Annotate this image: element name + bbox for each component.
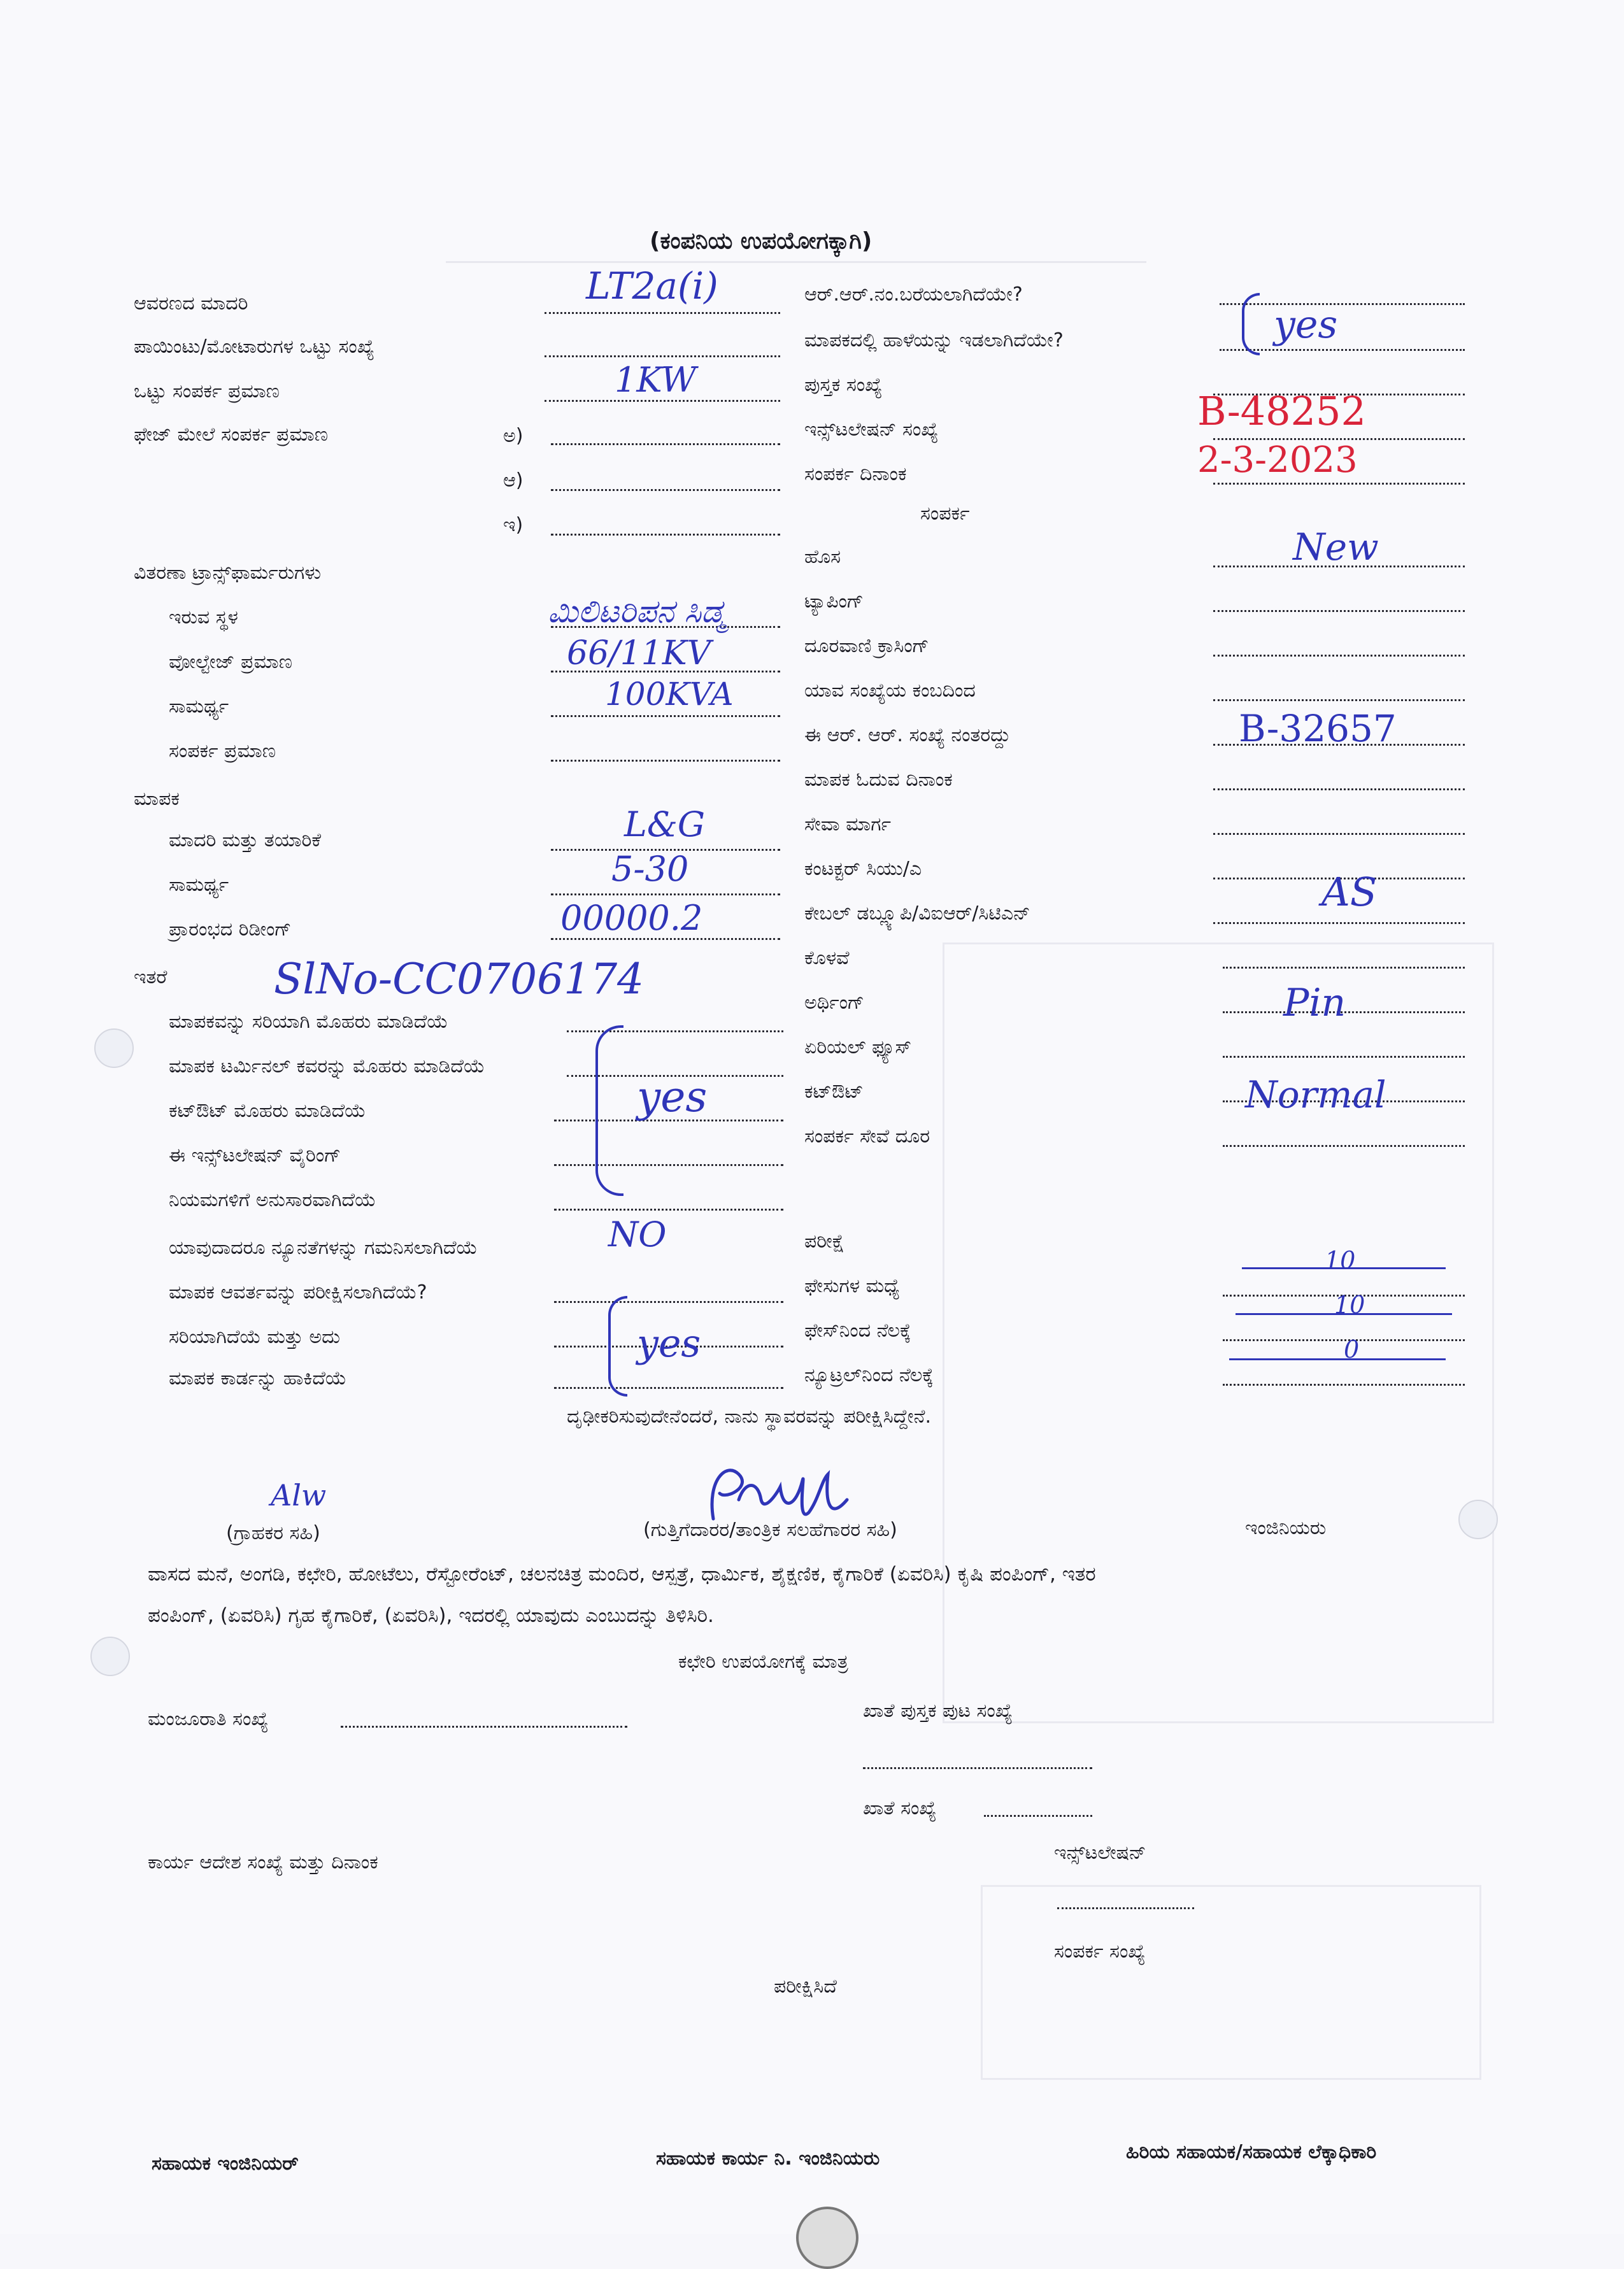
hw-meter-capacity: 5-30 xyxy=(611,849,689,889)
right-label: ಈ ಆರ್. ಆರ್. ಸಂಖ್ಯೆ ನಂತರದ್ದು xyxy=(804,724,1011,746)
left-label: ಸಾಮರ್ಥ್ಯ xyxy=(169,695,229,718)
hw-test-neutral-earth: 0 xyxy=(1344,1335,1360,1363)
hw-conductor: AS xyxy=(1321,869,1378,915)
phase-mark-aa: ಆ) xyxy=(503,469,524,492)
declaration: ದೃಢೀಕರಿಸುವುದೇನೆಂದರೆ, ನಾನು ಸ್ಥಾವರವನ್ನು ಪರೀಕ್ಷಿಸಿದ್ದೇನೆ. xyxy=(567,1405,931,1428)
sanction-no-line xyxy=(341,1726,627,1728)
left-label: ಮಾಪಕ ಕಾರ್ಡನ್ನು ಹಾಕಿದೆಯೆ xyxy=(169,1367,347,1390)
right-label: ಆರ್.ಆರ್.ನಂ.ಬರೆಯಲಾಗಿದೆಯೇ? xyxy=(804,283,1023,306)
hw-bracket xyxy=(595,1025,623,1196)
footer-asst-exec-engineer: ಸಹಾಯಕ ಕಾರ್ಯ ನಿ. ಇಂಜಿನಿಯರು xyxy=(656,2147,880,2170)
fill-line xyxy=(554,1387,783,1389)
contractor-signature-label: (ಗುತ್ತಿಗೆದಾರರ/ತಾಂತ್ರಿಕ ಸಲಹೆಗಾರರ ಸಹಿ) xyxy=(643,1519,897,1541)
right-label: ಕೊಳವೆ xyxy=(804,947,850,969)
account-no-label: ಖಾತೆ ಸಂಖ್ಯೆ xyxy=(863,1797,937,1819)
installation-line xyxy=(1057,1907,1194,1909)
fill-line xyxy=(551,489,780,491)
bleed-through-box xyxy=(943,942,1494,1723)
account-no-line xyxy=(984,1815,1092,1817)
fill-line xyxy=(551,893,780,895)
hw-make: L&G xyxy=(624,804,706,844)
hw-location: ಮಿಲಿಟರಿಪನ ಸಿಡ್ಮ xyxy=(548,593,726,630)
footer-accounts-officer: ಹಿರಿಯ ಸಹಾಯಕ/ಸಹಾಯಕ ಲೆಕ್ಕಾಧಿಕಾರಿ xyxy=(1126,2141,1377,2163)
punch-hole xyxy=(94,1028,134,1068)
installation-label: ಇನ್ಸ್‌ಟಲೇಷನ್ xyxy=(1054,1842,1146,1864)
hw-initial-reading: 00000.2 xyxy=(560,898,703,938)
right-label: ಹೊಸ xyxy=(804,546,841,568)
punch-hole xyxy=(90,1637,130,1676)
right-label: ಟ್ಯಾಪಿಂಗ್ xyxy=(804,590,864,613)
fill-line xyxy=(1223,967,1465,969)
fill-line xyxy=(551,938,780,940)
hw-earthing: Pin xyxy=(1283,981,1346,1025)
left-label: ಇರುವ ಸ್ಥಳ xyxy=(169,606,238,629)
work-order-label: ಕಾರ್ಯ ಆದೇಶ ಸಂಖ್ಯೆ ಮತ್ತು ದಿನಾಂಕ xyxy=(148,1851,378,1874)
fill-line xyxy=(551,534,780,536)
fill-line xyxy=(551,715,780,717)
hw-yes-card: yes xyxy=(637,1321,701,1366)
right-label: ಮಾಪಕದಲ್ಲಿ ಹಾಳೆಯನ್ನು ಇಡಲಾಗಿದೆಯೇ? xyxy=(804,329,1064,352)
category-note-line1: ವಾಸದ ಮನೆ, ಅಂಗಡಿ, ಕಛೇರಿ, ಹೋಟೆಲು, ರೆಸ್ಟೋರೆಂಟ್, ಚಲನಚಿತ್ರ ಮಂದಿರ, ಆಸ್ಪತ್ರೆ, ಧಾರ್ಮಿಕ, ಶೈಕ್ಷಣಿಕ, ಕೈಗಾರಿಕೆ (ಏವರಿಸಿ) ಕೃಷಿ ಪಂಪಿಂಗ್, ಇತರ xyxy=(148,1563,1096,1586)
category-note-line2: ಪಂಪಿಂಗ್, (ಏವರಿಸಿ) ಗೃಹ ಕೈಗಾರಿಕೆ, (ಏವರಿಸಿ), ಇದರಲ್ಲಿ ಯಾವುದು ಎಂಬುದನ್ನು ತಿಳಿಸಿರಿ. xyxy=(148,1604,714,1627)
bleed-through-box-2 xyxy=(981,1885,1481,2080)
hw-others: SlNo-CC0706174 xyxy=(274,955,645,1004)
left-label: ಮಾದರಿ ಮತ್ತು ತಯಾರಿಕೆ xyxy=(169,829,322,851)
fill-line xyxy=(554,1164,783,1166)
fill-line xyxy=(545,400,780,402)
right-label: ಕಟ್‌ಔಟ್ xyxy=(804,1081,864,1103)
fill-line xyxy=(1223,1056,1465,1058)
right-label: ಮಾಪಕ ಓದುವ ದಿನಾಂಕ xyxy=(804,769,953,791)
consumer-initial: Alw xyxy=(271,1478,327,1512)
office-use-heading: ಕಛೇರಿ ಉಪಯೋಗಕ್ಕೆ ಮಾತ್ರ xyxy=(678,1651,848,1673)
left-label: ಮಾಪಕ ಆವರ್ತವನ್ನು ಪರೀಕ್ಷಿಸಲಾಗಿದೆಯೆ? xyxy=(169,1281,427,1304)
right-label: ಸಂಪರ್ಕ xyxy=(920,502,970,525)
fill-line xyxy=(545,355,780,357)
right-label: ಪರೀಕ್ಷೆ xyxy=(804,1230,845,1253)
left-label: ಪ್ರಾರಂಭದ ರಿಡೀಂಗ್ xyxy=(169,918,292,941)
left-label: ವೋಲ್ಟೇಜ್ ಪ್ರಮಾಣ xyxy=(169,651,292,673)
phase-mark-a: ಅ) xyxy=(503,425,524,447)
fill-line xyxy=(1223,1145,1465,1147)
right-label: ಸೇವಾ ಮಾರ್ಗ xyxy=(804,813,892,836)
connection-no-label: ಸಂಪರ್ಕ ಸಂಖ್ಯೆ xyxy=(1054,1940,1146,1963)
left-label: ಮಾಪಕವನ್ನು ಸರಿಯಾಗಿ ಮೊಹರು ಮಾಡಿದೆಯೆ xyxy=(169,1011,448,1033)
hw-total-load: 1KW xyxy=(615,360,697,400)
right-label: ಪುಸ್ತಕ ಸಂಖ್ಯೆ xyxy=(804,374,883,396)
hw-defects: NO xyxy=(608,1214,667,1255)
fill-line xyxy=(554,1209,783,1211)
hw-test-phase-earth: 10 xyxy=(1334,1291,1365,1319)
hw-dash xyxy=(1229,1358,1446,1360)
footer-asst-engineer: ಸಹಾಯಕ ಇಂಜಿನಿಯರ್ xyxy=(152,2152,299,2175)
left-label: ಮಾಪಕ xyxy=(134,788,180,810)
hw-test-phases: 10 xyxy=(1325,1246,1356,1274)
fill-line xyxy=(1213,922,1465,924)
right-label: ದೂರವಾಣಿ ಕ್ರಾಸಿಂಗ್ xyxy=(804,635,929,657)
hw-installation-no: B-48252 xyxy=(1197,388,1366,434)
office-seal xyxy=(796,2207,858,2269)
left-label: ಮಾಪಕ ಟರ್ಮಿನಲ್ ಕವರನ್ನು ಮೊಹರು ಮಾಡಿದೆಯೆ xyxy=(169,1055,485,1078)
left-label: ಈ ಇನ್ಸ್‌ಟಲೇಷನ್ ವೈರಿಂಗ್ xyxy=(169,1144,341,1167)
right-label: ಅರ್ಥಿಂಗ್ xyxy=(804,992,864,1014)
hw-yes-top: yes xyxy=(1274,302,1338,347)
hw-bracket xyxy=(1242,293,1260,355)
ledger-page-line xyxy=(863,1767,1092,1769)
right-label: ಫೇಸ್‌ನಿಂದ ನೆಲಕ್ಕೆ xyxy=(804,1319,911,1342)
hw-voltage: 66/11KV xyxy=(567,634,711,672)
left-label: ಸಾಮರ್ಥ್ಯ xyxy=(169,874,229,896)
right-label: ಫೇಸುಗಳ ಮಧ್ಯೆ xyxy=(804,1275,900,1297)
right-label: ಸಂಪರ್ಕ ದಿನಾಂಕ xyxy=(804,463,907,485)
left-label: ಫೇಜ್ ಮೇಲೆ ಸಂಪರ್ಕ ಪ್ರಮಾಣ xyxy=(134,423,328,446)
consumer-signature-label: (ಗ್ರಾಹಕರ ಸಹಿ) xyxy=(226,1522,320,1544)
fill-line xyxy=(1213,610,1465,612)
hw-capacity: 100KVA xyxy=(605,676,734,713)
ledger-page-label: ಖಾತೆ ಪುಸ್ತಕ ಪುಟ ಸಂಖ್ಯೆ xyxy=(863,1700,1013,1722)
fill-line xyxy=(551,443,780,445)
fill-line xyxy=(1223,1384,1465,1386)
fill-line xyxy=(554,1301,783,1303)
fill-line xyxy=(551,760,780,762)
left-label: ಆವರಣದ ಮಾದರಿ xyxy=(134,292,248,315)
sanction-no-label: ಮಂಜೂರಾತಿ ಸಂಖ್ಯೆ xyxy=(148,1708,269,1730)
hw-premises-type: LT2a(i) xyxy=(586,264,718,308)
fill-line xyxy=(1213,833,1465,835)
left-label: ಯಾವುದಾದರೂ ನ್ಯೂನತೆಗಳನ್ನು ಗಮನಿಸಲಾಗಿದೆಯೆ xyxy=(169,1237,478,1259)
left-label: ಸಂಪರ್ಕ ಪ್ರಮಾಣ xyxy=(169,740,276,762)
right-label: ಸಂಪರ್ಕ ಸೇವೆ ದೂರ xyxy=(804,1125,930,1148)
fill-line xyxy=(545,312,780,314)
hw-connection-date: 2-3-2023 xyxy=(1197,439,1358,481)
right-label: ಯಾವ ಸಂಖ್ಯೆಯ ಕಂಬದಿಂದ xyxy=(804,679,976,702)
hw-yes-seal: yes xyxy=(637,1072,708,1121)
left-label: ನಿಯಮಗಳಿಗೆ ಅನುಸಾರವಾಗಿದೆಯೆ xyxy=(169,1189,376,1211)
fill-line xyxy=(1213,788,1465,790)
engineer-label: ಇಂಜಿನಿಯರು xyxy=(1245,1517,1327,1539)
punch-hole xyxy=(1458,1500,1498,1539)
fill-line xyxy=(567,1030,783,1032)
fill-line xyxy=(1213,699,1465,701)
right-label: ಇನ್ಸ್‌ಟಲೇಷನ್ ಸಂಖ್ಯೆ xyxy=(804,418,939,441)
checked-label: ಪರೀಕ್ಷಿಸಿದೆ xyxy=(774,1975,837,1998)
left-label: ಸರಿಯಾಗಿದೆಯೆ ಮತ್ತು ಅದು xyxy=(169,1326,341,1348)
form-title: (ಕಂಪನಿಯ ಉಪಯೋಗಕ್ಕಾಗಿ) xyxy=(650,228,873,254)
hw-new: New xyxy=(1293,525,1379,569)
fill-line xyxy=(1213,655,1465,657)
hw-bracket xyxy=(608,1296,627,1397)
phase-mark-i: ಇ) xyxy=(503,514,524,536)
hw-rr-after: B-32657 xyxy=(1239,707,1397,750)
left-label: ಪಾಯಿಂಟು/ಮೋಟಾರುಗಳ ಒಟ್ಟು ಸಂಖ್ಯೆ xyxy=(134,336,374,358)
right-label: ನ್ಯೂಟ್ರಲ್‌ನಿಂದ ನೆಲಕ್ಕೆ xyxy=(804,1364,934,1386)
right-label: ಕಂಟಕ್ಟರ್ ಸಿಯು/ಎ xyxy=(804,858,922,880)
fill-line xyxy=(1213,483,1465,485)
right-label: ಏರಿಯಲ್ ಫ್ಯೂಸ್ xyxy=(804,1036,912,1058)
left-label: ಒಟ್ಟು ಸಂಪರ್ಕ ಪ್ರಮಾಣ xyxy=(134,380,280,402)
hw-cutout: Normal xyxy=(1245,1073,1386,1116)
left-label: ಇತರೆ xyxy=(134,966,167,988)
right-label: ಕೇಬಲ್ ಡಬ್ಲ್ಯೂಪಿ/ವಿಐಆರ್/ಸಿಟಿಎನ್ xyxy=(804,902,1030,925)
left-label: ಕಟ್‌ಔಟ್ ಮೊಹರು ಮಾಡಿದೆಯೆ xyxy=(169,1100,366,1122)
left-label: ವಿತರಣಾ ಟ್ರಾನ್ಸ್‌ಫಾರ್ಮರುಗಳು xyxy=(134,562,322,584)
